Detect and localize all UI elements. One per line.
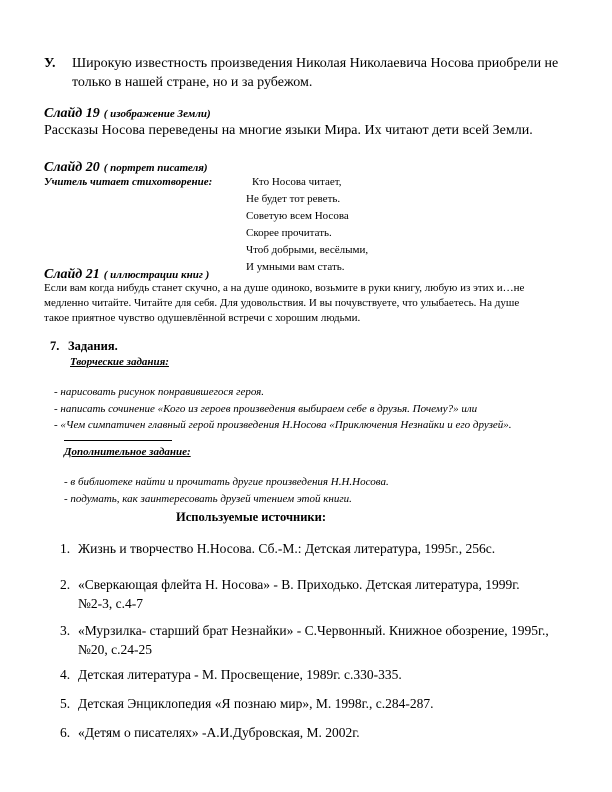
source-number: 1. [60,541,71,556]
intro-line-2: только в нашей стране, но и за рубежом. [72,75,313,90]
source-text-cont: №20, с.24-25 [78,642,152,657]
extra-task-item: - в библиотеке найти и прочитать другие произведения Н.Н.Носова. [64,476,389,488]
slide-21-text-line: Если вам когда нибудь станет скучно, а на душе одиноко, возьмите в руки книгу, любую из этих и…не [44,282,525,294]
creative-task-item: - «Чем симпатичен главный герой произведения Н.Носова «Приключения Незнайки и его друзей». [54,419,512,431]
source-text: «Детям о писателях» -А.И.Дубровская, М. 2002г. [78,725,360,740]
poem-line: Скорее прочитать. [246,227,332,239]
source-text: Детская Энциклопедия «Я познаю мир», М. 1998г., с.284-287. [78,696,434,711]
source-text-cont: №2-3, с.4-7 [78,596,143,611]
slide-19-title: Слайд 19 [44,106,100,121]
intro-line-1: Широкую известность произведения Николая Николаевича Носова приобрели не [72,56,559,71]
slide-21-text-line: такое приятное чувство одушевлённой встречи с хорошим людьми. [44,312,361,324]
extra-task-title: Дополнительное задание: [64,446,191,458]
source-number: 2. [60,577,71,592]
extra-task-item: - подумать, как заинтересовать друзей чтением этой книги. [64,493,352,505]
slide-21-title: Слайд 21 [44,267,100,282]
source-number: 3. [60,623,71,638]
source-text: «Мурзилка- старший брат Незнайки» - С.Червонный. Книжное обозрение, 1995г., [78,623,549,638]
tasks-title: Задания. [68,339,118,353]
poem-line: Кто Носова читает, [252,176,342,188]
slide-20-note: ( портрет писателя) [103,162,208,174]
source-text: Жизнь и творчество Н.Носова. Сб.-М.: Детская литература, 1995г., 256с. [78,541,496,556]
slide-21-text-line: медленно читайте. Читайте для себя. Для удовольствия. И вы почувствуете, что улыбаетесь. На душе [44,297,520,309]
source-text: «Сверкающая флейта Н. Носова» - В. Приходько. Детская литература, 1999г. [78,577,520,592]
teacher-reads: Учитель читает стихотворение: [44,176,213,188]
slide-19-note: ( изображение Земли) [103,108,211,120]
tasks-number: 7. [50,339,60,353]
slide-21-note: ( иллюстрации книг ) [103,269,210,281]
poem-line: Советую всем Носова [246,210,349,222]
slide-21-heading [44,265,209,283]
source-number: 4. [60,667,71,682]
sources-title: Используемые источники: [176,510,326,524]
creative-task-item: - нарисовать рисунок понравившегося героя. [54,386,265,398]
source-number: 5. [60,696,71,711]
slide-20-heading [44,158,208,176]
source-number: 6. [60,725,71,740]
slide-19-text: Рассказы Носова переведены на многие языки Мира. Их читают дети всей Земли. [44,123,533,138]
slide-19-heading [44,104,211,122]
creative-tasks-title: Творческие задания: [70,356,169,368]
poem-line: Не будет тот реветь. [246,193,341,205]
intro-label: У. [44,56,56,71]
source-text: Детская литература - М. Просвещение, 1989г. с.330-335. [78,667,402,682]
slide-20-title: Слайд 20 [44,160,100,175]
poem-line: Чтоб добрыми, весёлыми, [246,244,369,256]
creative-task-item: - написать сочинение «Кого из героев произведения выбираем себе в друзья. Почему?» или [54,403,478,415]
poem-line: И умными вам стать. [246,261,345,273]
divider [64,440,172,441]
